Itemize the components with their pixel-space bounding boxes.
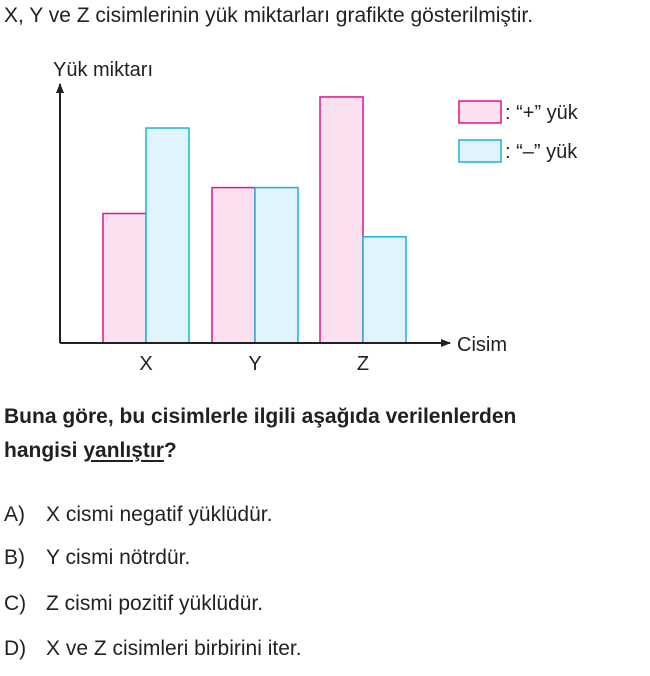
question-suffix: ?	[163, 439, 177, 462]
question-line-1: Buna göre, bu cisimlerle ilgili aşağıda verilenlerden	[4, 405, 517, 428]
question-underlined-word: yanlıştır	[83, 439, 164, 462]
option-d[interactable]	[4, 637, 302, 661]
legend-label-negative: : “–” yük	[505, 141, 578, 163]
option-b[interactable]	[4, 546, 190, 570]
question-line-2	[4, 434, 516, 468]
option-text: X ve Z cisimleri birbirini iter.	[46, 637, 302, 660]
bar-y-positive	[212, 188, 255, 343]
intro-text: X, Y ve Z cisimlerinin yük miktarları grafikte gösterilmiştir.	[4, 4, 534, 27]
x-axis-label: Cisim	[457, 334, 507, 356]
legend-swatch-negative	[459, 140, 501, 162]
option-text: Z cismi pozitif yüklüdür.	[46, 592, 264, 615]
bar-y-negative	[255, 188, 298, 343]
option-letter: D)	[4, 637, 27, 660]
x-tick-label-y: Y	[248, 353, 262, 375]
option-letter: A)	[4, 503, 25, 526]
question-prefix: hangisi	[4, 439, 84, 462]
option-text: Y cismi nötrdür.	[46, 546, 191, 569]
option-letter: C)	[4, 592, 27, 615]
x-tick-label-x: X	[139, 353, 153, 375]
bar-z-positive	[320, 97, 363, 343]
legend-swatch-positive	[459, 101, 501, 123]
x-tick-label-z: Z	[356, 353, 370, 375]
option-c[interactable]	[4, 592, 263, 616]
question	[4, 400, 516, 468]
bar-x-positive	[103, 214, 146, 344]
bar-z-negative	[363, 237, 406, 343]
option-letter: B)	[4, 546, 25, 569]
legend-label-positive: : “+” yük	[505, 102, 578, 124]
option-a[interactable]	[4, 503, 272, 527]
option-text: X cismi negatif yüklüdür.	[46, 503, 273, 526]
y-axis-label: Yük miktarı	[53, 59, 154, 81]
legend	[459, 101, 579, 163]
bar-x-negative	[146, 128, 189, 343]
